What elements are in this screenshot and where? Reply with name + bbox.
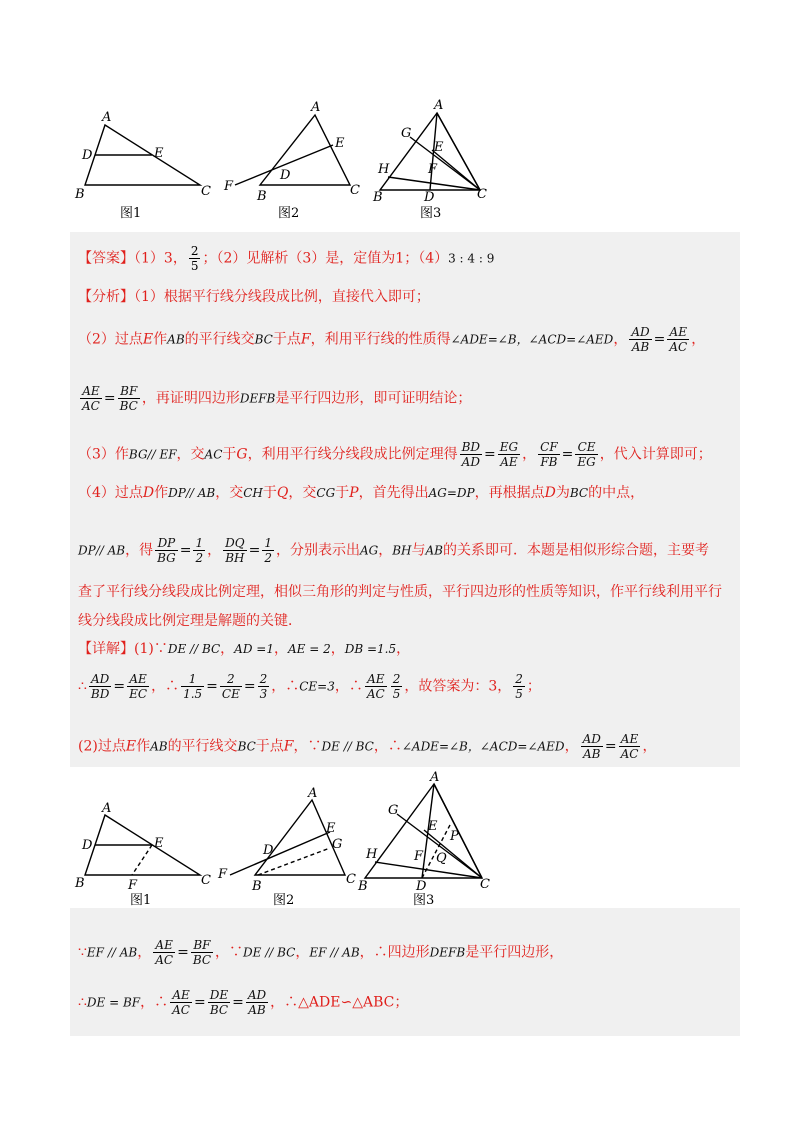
fig1-label-e: E [154,146,164,161]
mid-fig2-label-g: G [332,837,343,852]
answer-line: 【答案】（1）3， $\frac{2}{5}$ ；（2）见解析（3）是，定值为1；（4）3 : 4 : 9 [78,244,495,273]
answer-fraction: $\frac{2}{5}$ [190,244,199,273]
detail-tag: 【详解】 [78,641,134,657]
fig1-label-b: B [75,187,85,202]
analysis-line-4: （3）作BG// EF，交AC于G，利用平行线分线段成比例定理得 $\frac{BD}{AD}$ = $\frac{EG}{AE}$ ， $\frac{CF}{FB}$ = $\frac{CE}{EG}$ ，代入计算即可； [78,440,712,469]
analysis-line-5: （4）过点D作DP// AB，交CH于Q，交CG于P，首先得出AG=DP，再根据点D为BC的中点， [78,485,645,501]
mid-fig3-label-p: P [450,829,459,844]
mid-fig3-label-g: G [388,803,399,818]
mid-fig2-label-d: D [263,843,274,858]
detail-line-1: 【详解】(1)∵DE // BC，AD =1，AE = 2，DB =1.5， [78,641,411,657]
mid-fig1-label-d: D [82,838,93,853]
fig2-label-f: F [224,179,234,194]
mid-fig2-label-a: A [308,786,318,801]
mid-fig1-label-c: C [201,873,211,888]
analysis-tag: 【分析】 [78,289,134,305]
analysis-line-6: DP// AB，得 $\frac{DP}{BG}$ = $\frac{1}{2}$ ， $\frac{DQ}{BH}$ = $\frac{1}{2}$ ，分别表示出AG，BH与AB的关系即可．本题是相似形综合题，主要考 [78,536,709,565]
mid-fig2-caption: 图2 [273,893,295,908]
fig2-caption: 图2 [278,206,300,221]
fig2-label-e: E [335,136,345,151]
fig1-label-c: C [201,184,211,199]
fig3-label-b: B [373,190,383,205]
mid-fig2-label-e: E [326,821,336,836]
detail-line-4: ∵EF // AB， $\frac{AE}{AC}$ = $\frac{BF}{BC}$ ，∵DE // BC，EF // AB，∴四边形DEFB是平行四边形， [78,938,564,967]
analysis-line-7: 查了平行线分线段成比例定理，相似三角形的判定与性质，平行四边形的性质等知识，作平行线利用平行 [78,584,722,600]
fig3-label-e: E [434,140,444,155]
mid-fig3-label-a: A [430,770,440,785]
fig3-label-d: D [424,190,435,205]
mid-fig1-label-f: F [128,878,138,893]
fig1-caption: 图1 [120,206,142,221]
detail-line-2: ∴ $\frac{AD}{BD}$ = $\frac{AE}{EC}$ ，∴ $\frac{1}{1.5}$ = $\frac{2}{CE}$ = $\frac{2}{3}$ ，∴CE=3，∴ $\frac{AE}{AC}$ $\frac{2}{5}$ ，故答案为：3， $\frac{2}{5}$ ； [78,672,541,701]
analysis-line-1: 【分析】（1）根据平行线分线段成比例，直接代入即可； [78,289,430,305]
answer-ratio: 3 : 4 : 9 [448,251,495,266]
mid-fig2-label-b: B [252,879,262,894]
mid-fig3-label-d: D [416,879,427,894]
mid-fig1-caption: 图1 [130,893,152,908]
fig2-label-c: C [350,183,360,198]
top-figures [70,95,510,225]
fig3-label-h: H [378,162,390,177]
mid-fig3-label-q: Q [436,851,447,866]
fig3-label-c: C [477,187,487,202]
mid-fig2-label-f: F [218,867,228,882]
analysis-line-8: 线分线段成比例定理是解题的关键． [78,613,302,629]
analysis-line-2: （2）过点E作AB的平行线交BC于点F，利用平行线的性质得∠ADE=∠B，∠ACD=∠AED， $\frac{AD}{AB}$ = $\frac{AE}{AC}$ ， [78,325,706,354]
mid-fig3-label-b: B [358,879,368,894]
detail-line-3: (2)过点E作AB的平行线交BC于点F，∵DE // BC，∴∠ADE=∠B，∠ACD=∠AED， $\frac{AD}{AB}$ = $\frac{AE}{AC}$ ， [78,732,657,761]
mid-fig1-label-a: A [102,801,112,816]
fig2-label-b: B [257,189,267,204]
fig3-caption: 图3 [420,206,442,221]
mid-fig3-label-h: H [366,847,378,862]
detail-line-5: ∴DE = BF，∴ $\frac{AE}{AC}$ = $\frac{DE}{BC}$ = $\frac{AD}{AB}$ ，∴△ADE∽△ABC； [78,988,409,1017]
mid-fig3-label-f: F [414,849,424,864]
mid-fig1-label-b: B [75,876,85,891]
fig2-label-d: D [280,168,291,183]
fig1-label-a: A [102,110,112,125]
mid-fig1-label-e: E [154,836,164,851]
answer-tag: 【答案】 [78,250,134,267]
mid-fig2-label-c: C [346,872,356,887]
middle-figures-svg [70,770,495,910]
top-figures-svg [70,95,510,225]
fig2-label-a: A [311,100,321,115]
fig3-label-g: G [401,126,412,141]
mid-fig3-label-e: E [428,819,438,834]
middle-figures [70,770,495,910]
fig1-label-d: D [82,148,93,163]
fig3-label-a: A [434,98,444,113]
fig3-label-f: F [428,162,438,177]
mid-fig3-label-c: C [480,877,490,892]
analysis-line-3: $\frac{AE}{AC}$ = $\frac{BF}{BC}$ ，再证明四边形DEFB是平行四边形，即可证明结论； [82,384,472,413]
mid-fig3-caption: 图3 [413,893,435,908]
